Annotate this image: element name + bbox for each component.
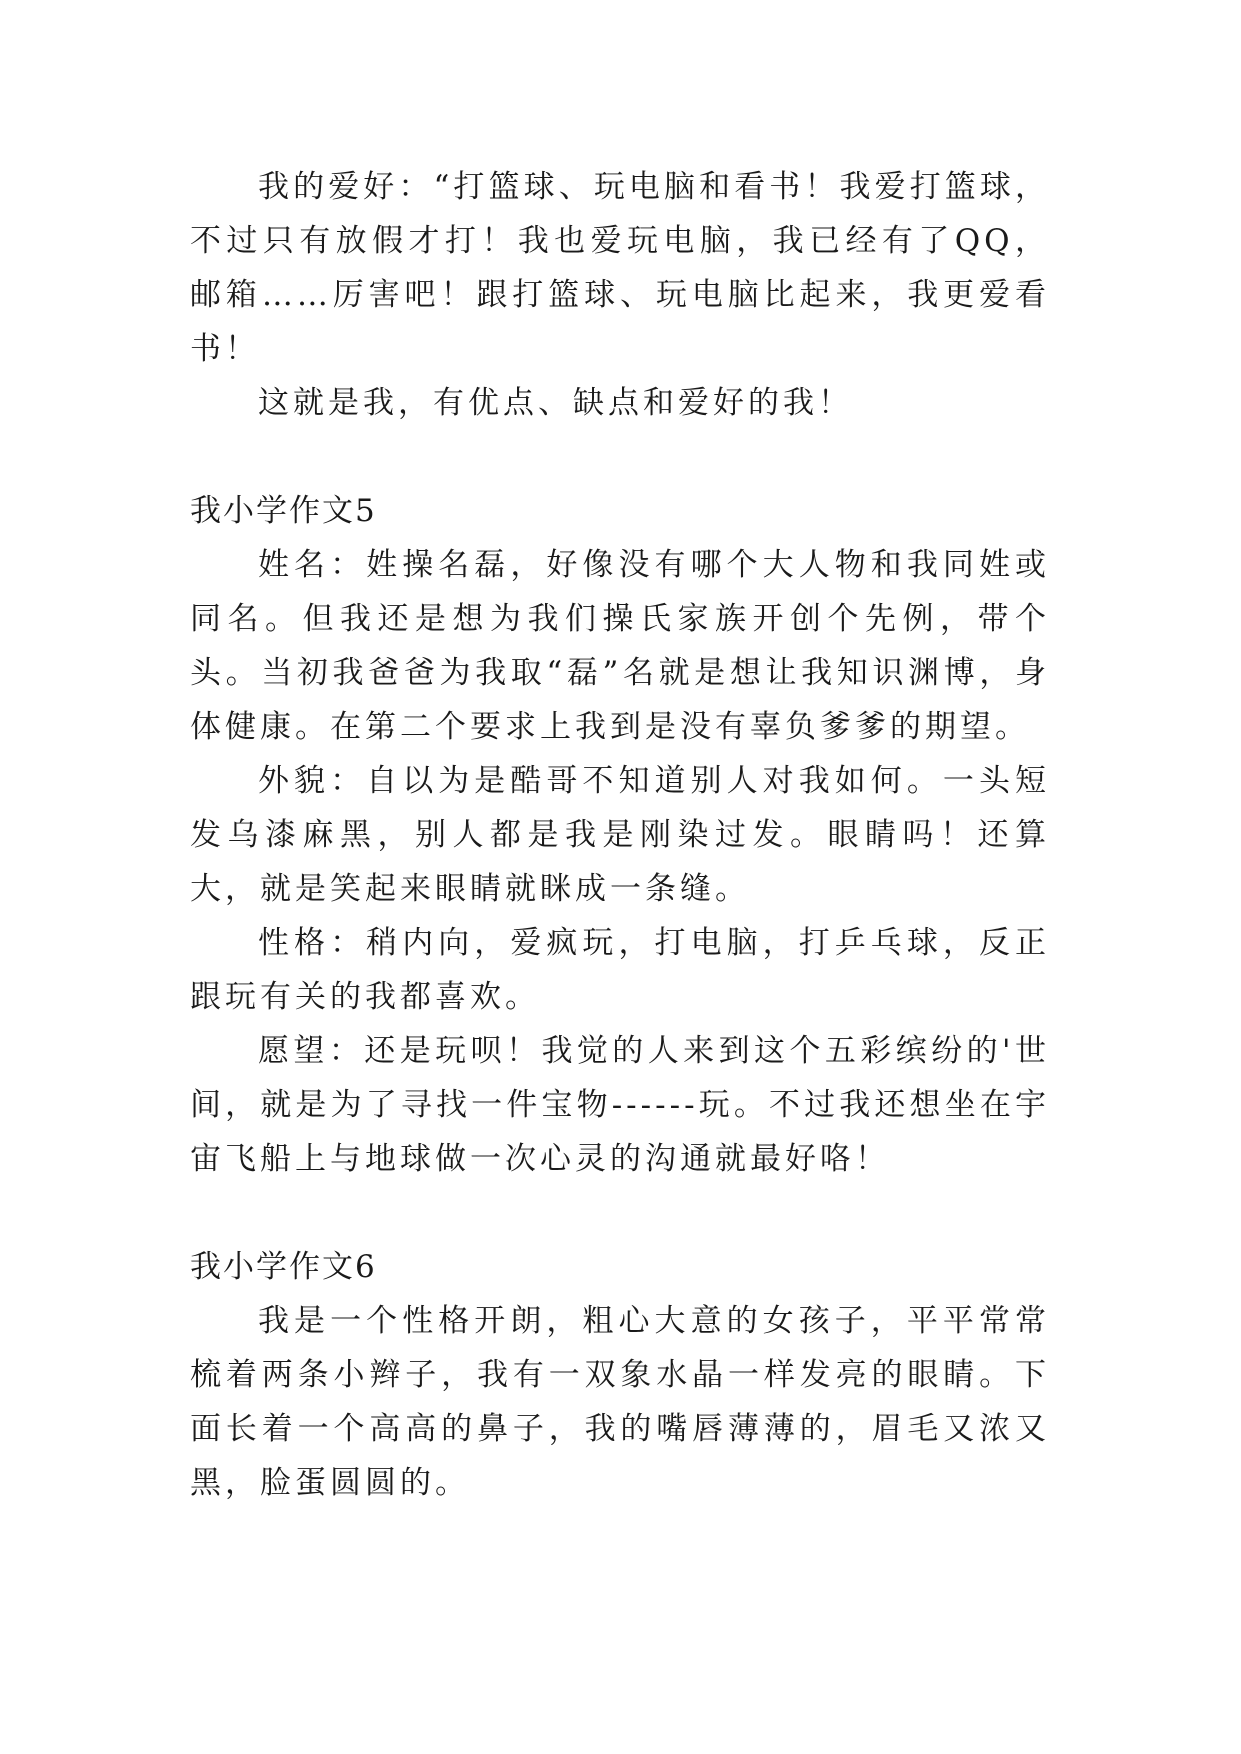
section-gap	[190, 430, 1050, 484]
paragraph-self-description: 我是一个性格开朗，粗心大意的女孩子，平平常常梳着两条小辫子，我有一双象水晶一样发亮的眼睛。下面长着一个高高的鼻子，我的嘴唇薄薄的，眉毛又浓又黑，脸蛋圆圆的。	[190, 1303, 1050, 1501]
section-gap	[190, 1186, 1050, 1240]
paragraph-summary: 这就是我，有优点、缺点和爱好的我！	[258, 385, 853, 421]
paragraph-wish: 愿望：还是玩呗！我觉的人来到这个五彩缤纷的'世间，就是为了寻找一件宝物------玩。不过我还想坐在宇宙飞船上与地球做一次心灵的沟通就最好咯！	[190, 1033, 1050, 1177]
paragraph-name: 姓名：姓操名磊，好像没有哪个大人物和我同姓或同名。但我还是想为我们操氏家族开创个先例，带个头。当初我爸爸为我取“磊”名就是想让我知识渊博，身体健康。在第二个要求上我到是没有辜负爹爹的期望。	[190, 547, 1050, 745]
paragraph-personality: 性格：稍内向，爱疯玩，打电脑，打乒乓球，反正跟玩有关的我都喜欢。	[190, 925, 1050, 1015]
paragraph-hobbies: 我的爱好：“打篮球、玩电脑和看书！我爱打篮球，不过只有放假才打！我也爱玩电脑，我已经有了QQ，邮箱……厉害吧！跟打篮球、玩电脑比起来，我更爱看书！	[190, 169, 1050, 367]
paragraph-appearance: 外貌：自以为是酷哥不知道别人对我如何。一头短发乌漆麻黑，别人都是我是刚染过发。眼睛吗！还算大，就是笑起来眼睛就眯成一条缝。	[190, 763, 1050, 907]
section-title-6: 我小学作文6	[190, 1249, 377, 1285]
section-title-5: 我小学作文5	[190, 493, 377, 529]
document-body	[190, 160, 1050, 1510]
